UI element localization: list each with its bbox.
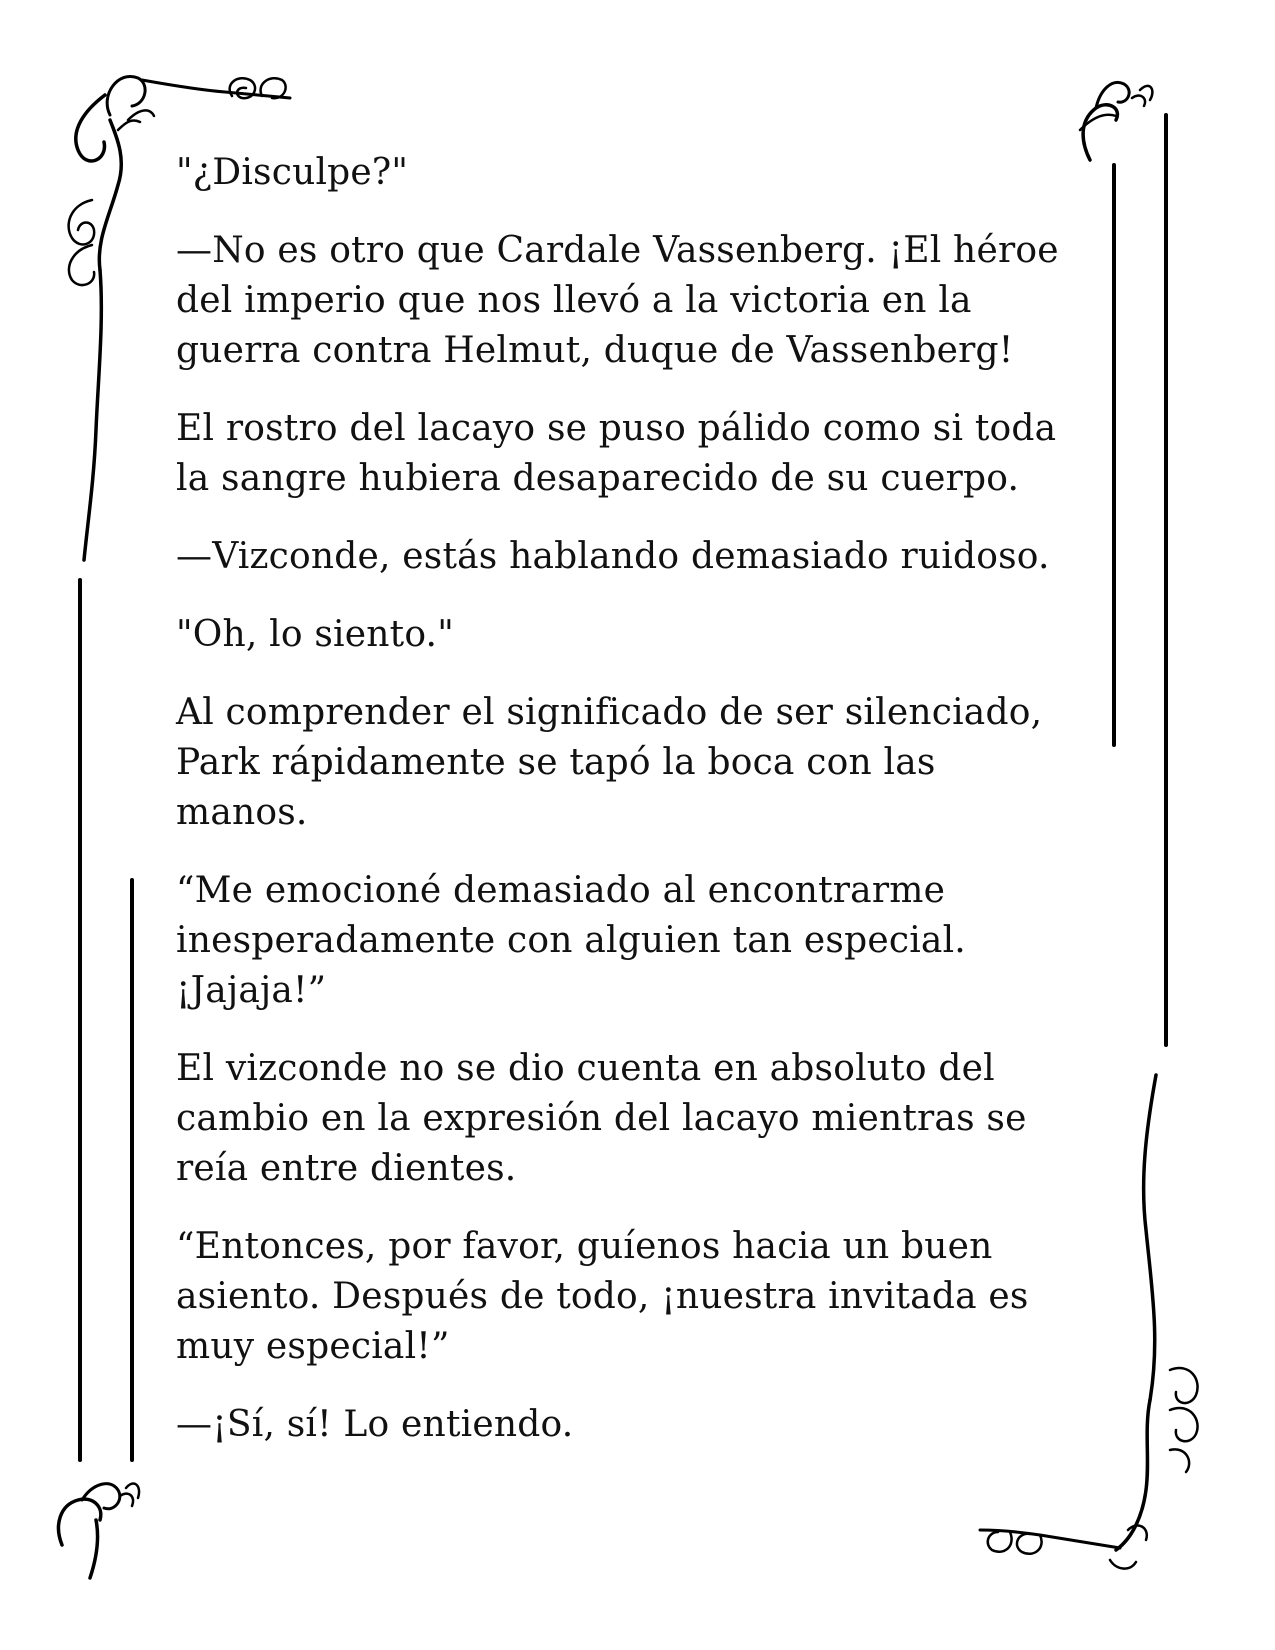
text-line: cambio en la expresión del lacayo mientras se (176, 1098, 1027, 1139)
text-line: la sangre hubiera desaparecido de su cuerpo. (176, 458, 1020, 499)
text-line: “Me emocioné demasiado al encontrarme (176, 870, 946, 911)
paragraph-5 (176, 610, 1106, 660)
text-line: reía entre dientes. (176, 1148, 517, 1189)
text-line: muy especial!” (176, 1326, 450, 1367)
paragraph-8 (176, 1044, 1106, 1194)
text-line: —Vizconde, estás hablando demasiado ruidoso. (176, 536, 1050, 577)
text-line: asiento. Después de todo, ¡nuestra invitada es (176, 1276, 1029, 1317)
text-line: "Oh, lo siento." (176, 614, 454, 655)
text-line: del imperio que nos llevó a la victoria en la (176, 280, 972, 321)
text-line: El vizconde no se dio cuenta en absoluto del (176, 1048, 995, 1089)
paragraph-3 (176, 404, 1106, 504)
paragraph-6 (176, 688, 1106, 838)
text-line: —No es otro que Cardale Vassenberg. ¡El héroe (176, 230, 1059, 271)
text-line: “Entonces, por favor, guíenos hacia un buen (176, 1226, 993, 1267)
text-line: "¿Disculpe?" (176, 152, 409, 193)
paragraph-7 (176, 866, 1106, 1016)
paragraph-10 (176, 1400, 1106, 1450)
bottom-left-flourish-icon (59, 1483, 140, 1578)
text-line: El rostro del lacayo se puso pálido como si toda (176, 408, 1057, 449)
text-line: manos. (176, 792, 308, 833)
text-line: —¡Sí, sí! Lo entiendo. (176, 1404, 574, 1445)
paragraph-9 (176, 1222, 1106, 1372)
text-line: Park rápidamente se tapó la boca con las (176, 742, 936, 783)
text-line: inesperadamente con alguien tan especial. (176, 920, 966, 961)
page-text (176, 148, 1106, 1478)
text-line: ¡Jajaja!” (176, 970, 327, 1011)
paragraph-4 (176, 532, 1106, 582)
paragraph-1 (176, 148, 1106, 198)
text-line: Al comprender el significado de ser silenciado, (176, 692, 1043, 733)
text-line: guerra contra Helmut, duque de Vassenberg! (176, 330, 1014, 371)
paragraph-2 (176, 226, 1106, 376)
